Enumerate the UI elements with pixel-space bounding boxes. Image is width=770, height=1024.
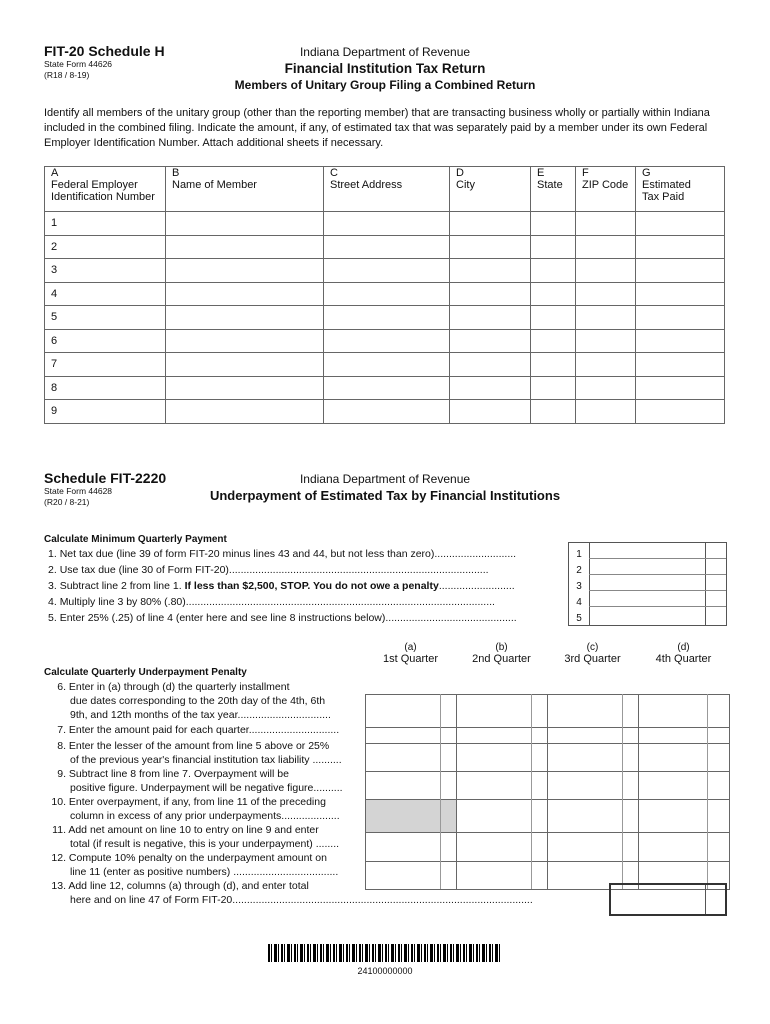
grid-divider [622,694,623,889]
city-cell[interactable] [450,353,531,377]
line-9 [46,767,366,795]
schedule-h-state-form: State Form 44626 [44,59,113,69]
grid-row-line-9 [366,772,730,800]
state-cell[interactable] [531,282,576,306]
col-letter: D [456,167,464,179]
schedule-h-revision: (R18 / 8-19) [44,70,90,80]
line-4: 4. Multiply line 3 by 80% (.80).......................................................................................................... [48,596,495,608]
col-d-header [450,167,531,212]
zip-cell[interactable] [576,353,636,377]
grid-divider [531,694,532,889]
zip-cell[interactable] [576,212,636,236]
line-7 [46,723,366,739]
row-number[interactable]: 4 [45,282,166,306]
line-text: Compute 10% penalty on the underpayment amount on [68,852,327,864]
q-cell[interactable] [457,772,548,800]
q-cell[interactable] [639,800,730,833]
lines-1-5 [48,546,568,626]
city-cell[interactable] [450,400,531,424]
street-cell[interactable] [324,329,450,353]
grid-row-line-7 [366,728,730,744]
line-5-amount-field[interactable] [590,607,704,624]
q-cell[interactable] [548,695,639,728]
line-text: Subtract line 2 from line 1. [59,580,182,592]
street-cell[interactable] [324,306,450,330]
quarter-label: 4th Quarter [655,653,712,665]
schedule-2220-state-form: State Form 44628 [44,486,113,496]
street-cell[interactable] [324,282,450,306]
quarter-col: (d) [677,642,690,653]
row-number[interactable]: 5 [45,306,166,330]
state-cell[interactable] [531,235,576,259]
line-2-amount-field[interactable] [590,559,704,574]
q-cell[interactable] [366,695,457,728]
members-table [44,166,725,424]
quarter-c-header [547,642,638,665]
q-cell[interactable] [548,728,639,744]
line-text: Enter the amount paid for each quarter............................... [68,724,340,736]
quarter-col: (a) [404,642,417,653]
col-letter: F [582,167,589,179]
line-1: 1. Net tax due (line 39 of form FIT-20 minus lines 43 and 44, but not less than zero)............................ [48,548,517,560]
street-cell[interactable] [324,376,450,400]
zip-cell[interactable] [576,259,636,283]
line-num: 2. [48,564,57,576]
tax-paid-cell[interactable] [636,329,725,353]
quarter-a-header [365,642,456,665]
line-3-amount-field[interactable] [590,575,704,590]
col-c-header [324,167,450,212]
tax-paid-cell[interactable] [636,400,725,424]
table-row [45,282,725,306]
q-cell[interactable] [457,833,548,862]
line-text: line 11 (enter as positive numbers) .................................... [70,866,339,878]
city-cell[interactable] [450,259,531,283]
line-num: 1. [48,548,57,560]
line-2: 2. Use tax due (line 30 of Form FIT-20)......................................................................................... [48,564,489,576]
schedule-2220-agency: Indiana Department of Revenue [299,472,471,486]
line-num: 4. [48,596,57,608]
zip-cell[interactable] [576,400,636,424]
barcode [268,944,502,962]
col-g-header [636,167,725,212]
line-text: Add line 12, columns (a) through (d), and enter total [68,880,309,892]
row-number[interactable]: 1 [45,212,166,236]
row-number[interactable]: 3 [45,259,166,283]
box-number: 5 [576,613,582,624]
barcode-number: 24100000000 [357,966,413,976]
line-num: 5. [48,612,57,624]
table-row [45,306,725,330]
box-number: 3 [576,581,582,592]
line-num: 7. [57,724,66,736]
quarter-label: 2nd Quarter [472,653,531,665]
schedule-h-subtitle: Members of Unitary Group Filing a Combined Return [234,78,536,92]
state-cell[interactable] [531,259,576,283]
tax-paid-cell[interactable] [636,282,725,306]
line-num: 8. [57,740,66,752]
line-11 [46,823,366,851]
line-13 [46,879,533,907]
col-a-header [45,167,166,212]
tax-paid-cell[interactable] [636,353,725,377]
row-number[interactable]: 9 [45,400,166,424]
line-text: Enter overpayment, if any, from line 11 of the preceding [68,796,326,808]
q-cell[interactable] [548,772,639,800]
q-cell[interactable] [457,800,548,833]
line-text: of the previous year's financial institution tax liability .......... [70,754,342,766]
q-cell[interactable] [366,772,457,800]
q-cell[interactable] [548,744,639,772]
line-text: Add net amount on line 10 to entry on line 9 and enter [68,824,319,836]
state-cell[interactable] [531,353,576,377]
line-text: Use tax due (line 30 of Form FIT-20) [59,564,229,576]
col-letter: B [172,167,180,179]
schedule-h-agency: Indiana Department of Revenue [299,45,471,59]
city-cell[interactable] [450,376,531,400]
line-text: Multiply line 3 by 80% (.80) [59,596,186,608]
member-name-cell[interactable] [166,400,324,424]
quarter-grid [365,694,730,890]
member-name-cell[interactable] [166,282,324,306]
tax-paid-cell[interactable] [636,306,725,330]
quarter-label: 1st Quarter [382,653,439,665]
quarter-label: 3rd Quarter [564,653,621,665]
table-row [45,329,725,353]
col-f-header [576,167,636,212]
quarter-col: (c) [586,642,599,653]
street-cell[interactable] [324,212,450,236]
line-text: due dates corresponding to the 20th day of the 4th, 6th [70,695,326,707]
city-cell[interactable] [450,235,531,259]
line-text: here and on line 47 of Form FIT-20 [70,894,233,906]
state-cell[interactable] [531,376,576,400]
col-label: Street Address [330,179,403,191]
state-cell[interactable] [531,329,576,353]
schedule-h-instructions: Identify all members of the unitary group (other than the reporting member) that are transacting business wholly or partially within Indiana included in the combined filing. Indicate the amount, if any, of estimated tax that was separately paid by a member under its own Federal Employer Identification Number. Attach additional sheets if necessary. [44,107,710,149]
section2-heading: Calculate Quarterly Underpayment Penalty [44,667,247,678]
schedule-2220-form-title: Underpayment of Estimated Tax by Financial Institutions [209,488,561,503]
line-6 [46,680,366,723]
line-4-amount-field[interactable] [590,591,704,606]
line-8 [46,739,366,767]
member-name-cell[interactable] [166,353,324,377]
q-cell[interactable] [457,862,548,890]
member-name-cell[interactable] [166,235,324,259]
leader-dots: ....................................................................................................... [232,894,533,906]
line-text: positive figure. Underpayment will be negative figure.......... [70,782,343,794]
q-cell[interactable] [639,744,730,772]
table-row [45,376,725,400]
tax-paid-cell[interactable] [636,212,725,236]
cents-divider [705,543,706,625]
tax-paid-cell[interactable] [636,376,725,400]
shaded-cell [366,800,457,833]
zip-cell[interactable] [576,235,636,259]
row-number[interactable]: 7 [45,353,166,377]
col-letter: A [51,167,59,179]
col-b-header [166,167,324,212]
col-label: Federal Employer Identification Number [51,179,155,203]
schedule-2220-revision: (R20 / 8-21) [44,497,90,507]
grid-divider [440,694,441,889]
line-text: total (if result is negative, this is your underpayment) ........ [70,838,340,850]
line-text: 9th, and 12th months of the tax year................................ [70,709,331,721]
city-cell[interactable] [450,306,531,330]
quarter-b-header [456,642,547,665]
table-row [45,259,725,283]
line-text: column in excess of any prior underpayments.................... [70,810,340,822]
box-numbers [569,547,589,627]
zip-cell[interactable] [576,376,636,400]
q-cell[interactable] [366,833,457,862]
line-bold-text: If less than $2,500, STOP. You do not owe a penalty [184,580,439,592]
line-num: 13. [51,880,66,892]
box-number: 2 [576,565,582,576]
cents-divider [705,885,706,914]
q-cell[interactable] [366,862,457,890]
table-row [45,235,725,259]
q-cell[interactable] [548,800,639,833]
q-cell[interactable] [639,695,730,728]
quarter-col: (b) [495,642,508,653]
line-num: 6. [57,681,66,693]
q-cell[interactable] [366,744,457,772]
table-row [45,212,725,236]
zip-cell[interactable] [576,329,636,353]
line-text: Subtract line 8 from line 7. Overpayment will be [68,768,289,780]
street-cell[interactable] [324,259,450,283]
street-cell[interactable] [324,400,450,424]
line-num: 10. [51,796,66,808]
q-cell[interactable] [639,833,730,862]
table-row [45,400,725,424]
col-label: City [456,179,475,191]
state-cell[interactable] [531,400,576,424]
city-cell[interactable] [450,329,531,353]
row-number[interactable]: 2 [45,235,166,259]
schedule-h-form-title: Financial Institution Tax Return [284,61,486,76]
line-text: Enter 25% (.25) of line 4 (enter here and see line 8 instructions below) [59,612,386,624]
q-cell[interactable] [457,695,548,728]
q-cell[interactable] [639,728,730,744]
lines-1-5-entry-box [568,542,727,626]
box-number: 4 [576,597,582,608]
line-13-total-field[interactable] [609,883,727,916]
col-label: State [537,179,563,191]
state-cell[interactable] [531,306,576,330]
line-text: Enter in (a) through (d) the quarterly installment [68,681,290,693]
grid-divider [707,694,708,889]
member-name-cell[interactable] [166,212,324,236]
row-number[interactable]: 8 [45,376,166,400]
q-cell[interactable] [366,728,457,744]
lines-6-13 [46,680,533,907]
grid-row-line-10 [366,800,730,833]
line-num: 3. [48,580,57,592]
line-1-amount-field[interactable] [590,543,704,558]
col-letter: E [537,167,545,179]
line-12 [46,851,366,879]
q-cell[interactable] [457,728,548,744]
schedule-h-title: FIT-20 Schedule H [44,43,165,59]
line-3: 3. Subtract line 2 from line 1. If less than $2,500, STOP. You do not owe a penalty.......................... [48,580,515,592]
col-label: ZIP Code [582,179,629,191]
col-label: Name of Member [172,179,257,191]
row-number[interactable]: 6 [45,329,166,353]
tax-paid-cell[interactable] [636,235,725,259]
col-letter: C [330,167,338,179]
grid-row-line-8 [366,744,730,772]
line-text: Enter the lesser of the amount from line 5 above or 25% [68,740,330,752]
col-e-header [531,167,576,212]
member-name-cell[interactable] [166,376,324,400]
schedule-2220-title: Schedule FIT-2220 [44,470,167,486]
line-10 [46,795,366,823]
section1-heading: Calculate Minimum Quarterly Payment [44,534,227,545]
quarter-d-header [638,642,729,665]
members-table-header [45,167,725,212]
member-name-cell[interactable] [166,306,324,330]
line-text: Net tax due (line 39 of form FIT-20 minus lines 43 and 44, but not less than zero) [59,548,435,560]
grid-row-line-11 [366,833,730,862]
col-label: Estimated Tax Paid [642,179,691,203]
member-name-cell[interactable] [166,329,324,353]
street-cell[interactable] [324,235,450,259]
tax-paid-cell[interactable] [636,259,725,283]
zip-cell[interactable] [576,282,636,306]
line-num: 12. [51,852,66,864]
member-name-cell[interactable] [166,259,324,283]
box-number: 1 [576,549,582,560]
city-cell[interactable] [450,212,531,236]
line-num: 11. [52,824,66,836]
table-row [45,353,725,377]
q-cell[interactable] [548,833,639,862]
q-cell[interactable] [457,744,548,772]
grid-row-line-6 [366,695,730,728]
street-cell[interactable] [324,353,450,377]
line-num: 9. [57,768,66,780]
city-cell[interactable] [450,282,531,306]
q-cell[interactable] [639,772,730,800]
line-5: 5. Enter 25% (.25) of line 4 (enter here and see line 8 instructions below)............................................. [48,612,517,624]
zip-cell[interactable] [576,306,636,330]
state-cell[interactable] [531,212,576,236]
col-letter: G [642,167,651,179]
